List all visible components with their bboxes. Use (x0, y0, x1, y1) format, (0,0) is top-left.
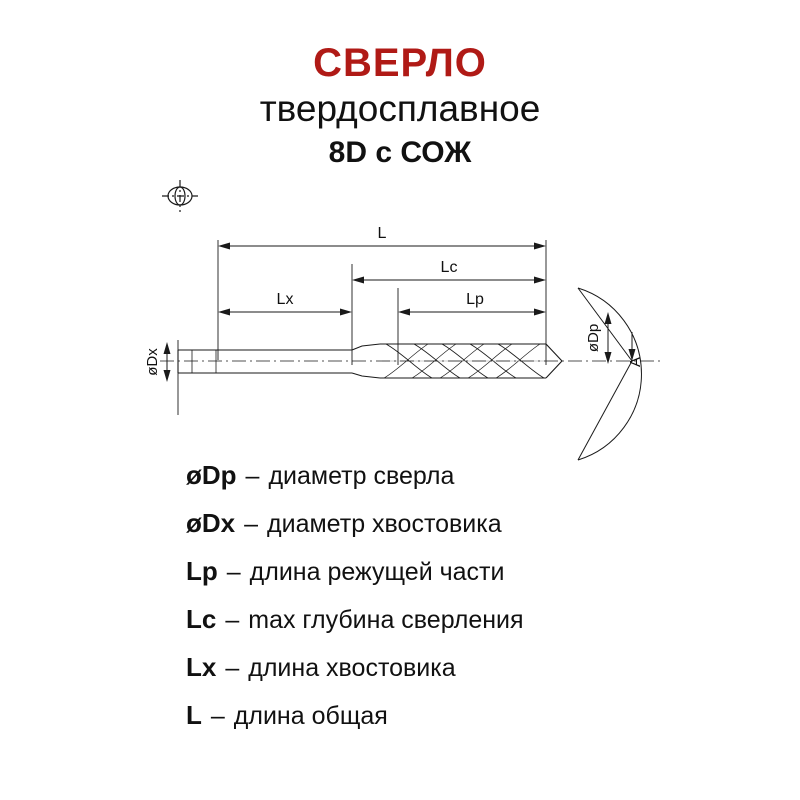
legend-dash: – (210, 702, 225, 730)
dimension-label-Dp: øDp (585, 323, 602, 353)
legend-dash: – (245, 462, 260, 490)
dimension-label-Dx: øDx (144, 348, 161, 376)
dimension-diameter-Dp (585, 312, 612, 364)
legend-description: диаметр хвостовика (267, 510, 502, 538)
legend-item-lc (186, 606, 786, 633)
title-block (0, 42, 800, 171)
dimension-label-Lx: Lx (276, 291, 294, 308)
dimension-label-Lp: Lp (466, 291, 484, 308)
legend-description: длина хвостовика (248, 654, 456, 682)
legend-description: длина общая (233, 702, 388, 730)
legend-term: øDx (186, 508, 236, 538)
dimension-label-Lc: Lc (440, 259, 458, 276)
legend-dash: – (225, 654, 240, 682)
technical-drawing (0, 160, 800, 480)
page-title: СВЕРЛО (313, 41, 487, 85)
legend-description: длина режущей части (249, 558, 505, 586)
page-subtitle: твердосплавное (259, 88, 541, 130)
legend-term: Lx (186, 652, 217, 682)
page-subtitle-secondary: 8D с СОЖ (328, 135, 472, 169)
legend-dash: – (225, 606, 240, 634)
dimension-Lc (352, 259, 546, 284)
dimension-angle-A (627, 332, 644, 367)
dimension-label-L: L (377, 225, 387, 242)
tip-detail-view (578, 288, 641, 460)
legend-description: max глубина сверления (248, 606, 524, 634)
legend-term: Lc (186, 604, 217, 634)
legend-description: диаметр сверла (268, 462, 455, 490)
legend-dash: – (244, 510, 259, 538)
legend-item-lp (186, 558, 786, 585)
dimension-L (218, 225, 546, 250)
dimension-Lp (398, 291, 546, 316)
legend-item-dp (186, 462, 786, 489)
legend-item-lx (186, 654, 786, 681)
dimension-diameter-Dx (144, 342, 171, 382)
legend-term: øDp (186, 460, 237, 490)
legend-dash: – (226, 558, 241, 586)
dimension-Lx (218, 291, 352, 316)
extension-lines (178, 240, 546, 415)
dimension-label-A: A (627, 356, 644, 368)
legend-term: Lp (186, 556, 218, 586)
legend-item-dx (186, 510, 786, 537)
legend-list (186, 462, 786, 750)
first-angle-projection-icon (162, 180, 198, 212)
legend-term: L (186, 700, 202, 730)
legend-item-l (186, 702, 786, 729)
